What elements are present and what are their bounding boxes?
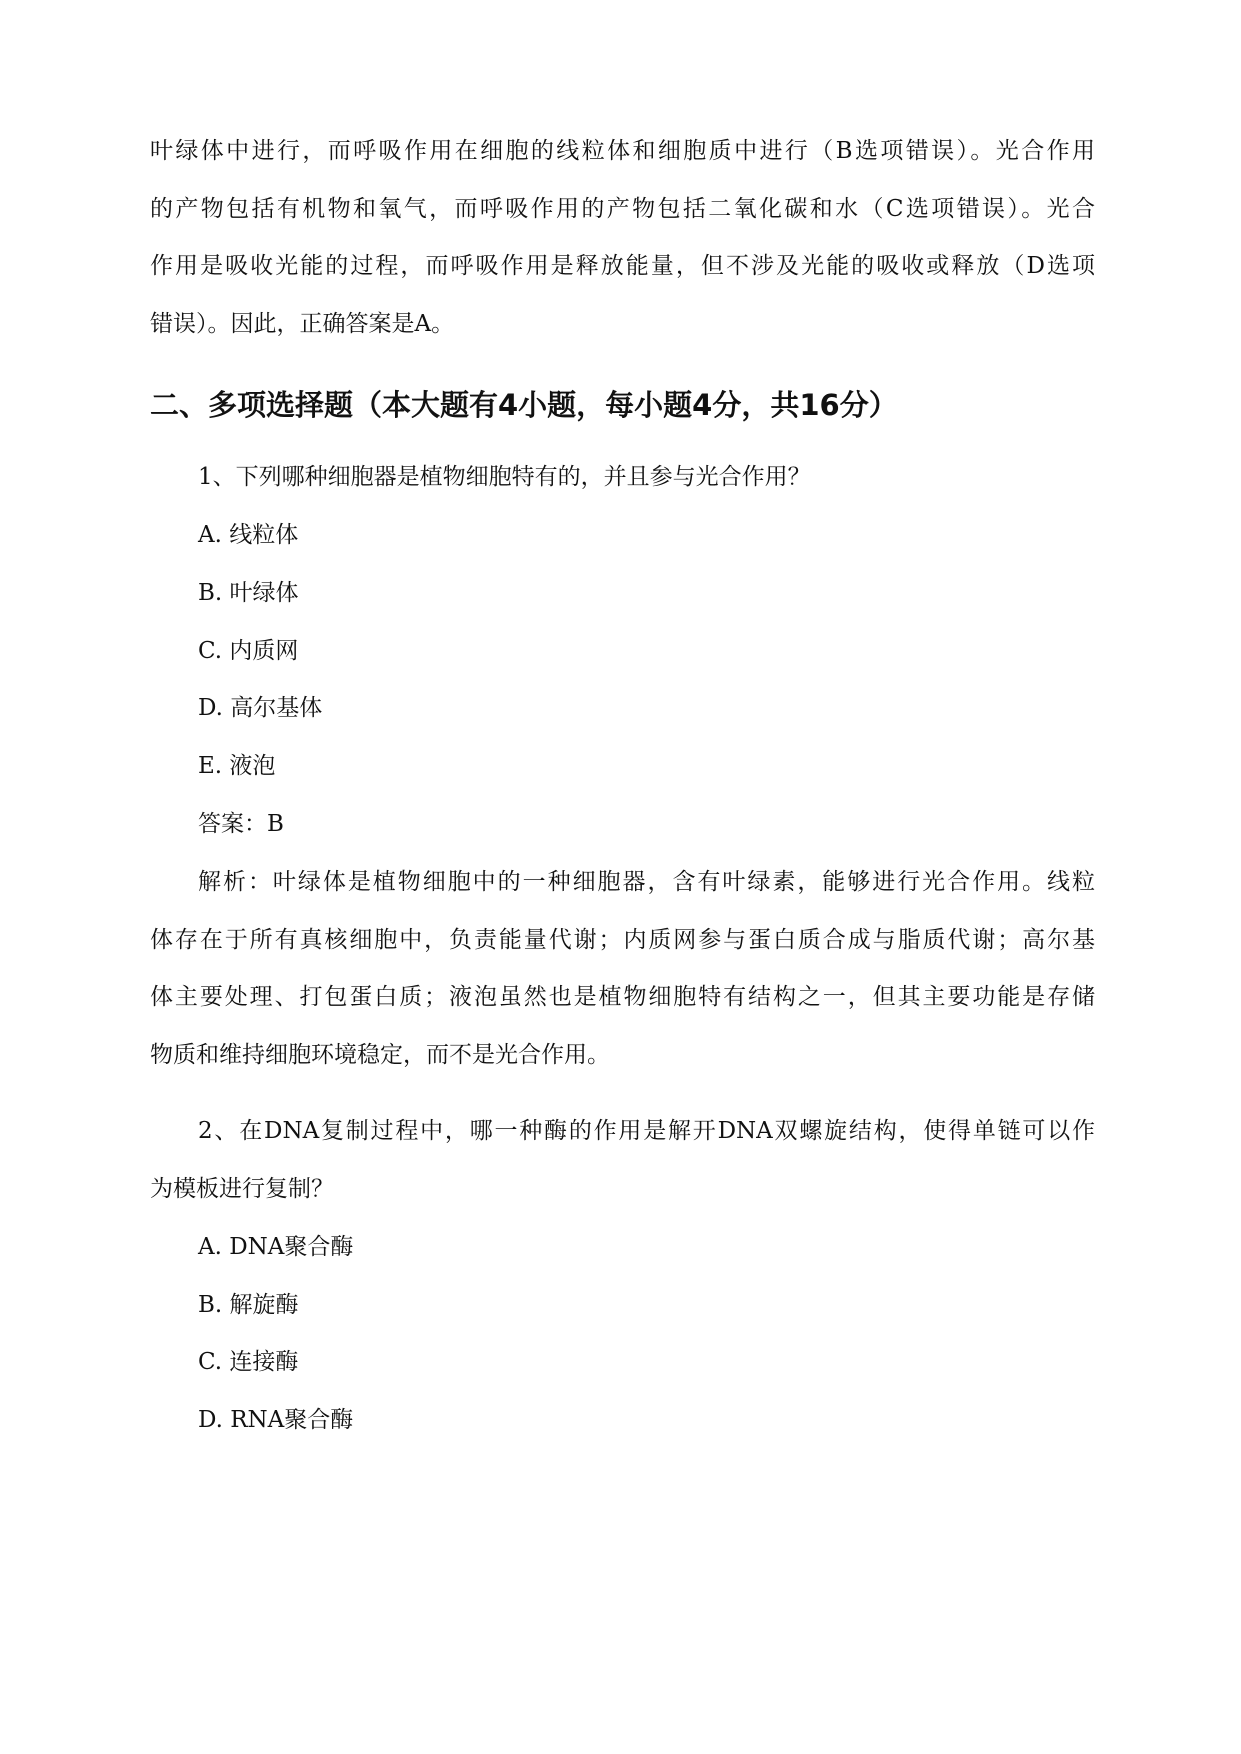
- question-1-analysis-line: 解析：叶绿体是植物细胞中的一种细胞器，含有叶绿素，能够进行光合作用。线粒: [198, 869, 1095, 895]
- question-1-option-a: A. 线粒体: [198, 522, 299, 548]
- question-2-option-c: C. 连接酶: [198, 1349, 299, 1375]
- question-1-option-b: B. 叶绿体: [198, 580, 299, 606]
- question-1-analysis-line: 体存在于所有真核细胞中，负责能量代谢；内质网参与蛋白质合成与脂质代谢；高尔基: [150, 927, 1095, 953]
- question-1-option-e: E. 液泡: [198, 753, 276, 779]
- question-1-answer: 答案：B: [198, 811, 284, 837]
- question-1-option-d: D. 高尔基体: [198, 695, 323, 721]
- question-2-stem-line: 为模板进行复制？: [150, 1176, 334, 1202]
- question-1-analysis-line: 物质和维持细胞环境稳定，而不是光合作用。: [150, 1042, 610, 1068]
- paragraph-line: 叶绿体中进行，而呼吸作用在细胞的线粒体和细胞质中进行（B选项错误）。光合作用: [150, 138, 1095, 164]
- paragraph-line: 作用是吸收光能的过程，而呼吸作用是释放能量，但不涉及光能的吸收或释放（D选项: [150, 253, 1095, 279]
- question-1-option-c: C. 内质网: [198, 638, 299, 664]
- question-2-stem-line: 2、在DNA复制过程中，哪一种酶的作用是解开DNA双螺旋结构，使得单链可以作: [198, 1118, 1095, 1144]
- section-heading: 二、多项选择题（本大题有4小题，每小题4分，共16分）: [150, 388, 898, 422]
- paragraph-line: 错误）。因此，正确答案是A。: [150, 311, 455, 337]
- paragraph-line: 的产物包括有机物和氧气，而呼吸作用的产物包括二氧化碳和水（C选项错误）。光合: [150, 196, 1095, 222]
- question-2-option-a: A. DNA聚合酶: [198, 1234, 354, 1260]
- question-1-stem: 1、下列哪种细胞器是植物细胞特有的，并且参与光合作用？: [198, 464, 811, 490]
- question-1-analysis-line: 体主要处理、打包蛋白质；液泡虽然也是植物细胞特有结构之一，但其主要功能是存储: [150, 984, 1095, 1010]
- question-2-option-b: B. 解旋酶: [198, 1292, 299, 1318]
- question-2-option-d: D. RNA聚合酶: [198, 1407, 354, 1433]
